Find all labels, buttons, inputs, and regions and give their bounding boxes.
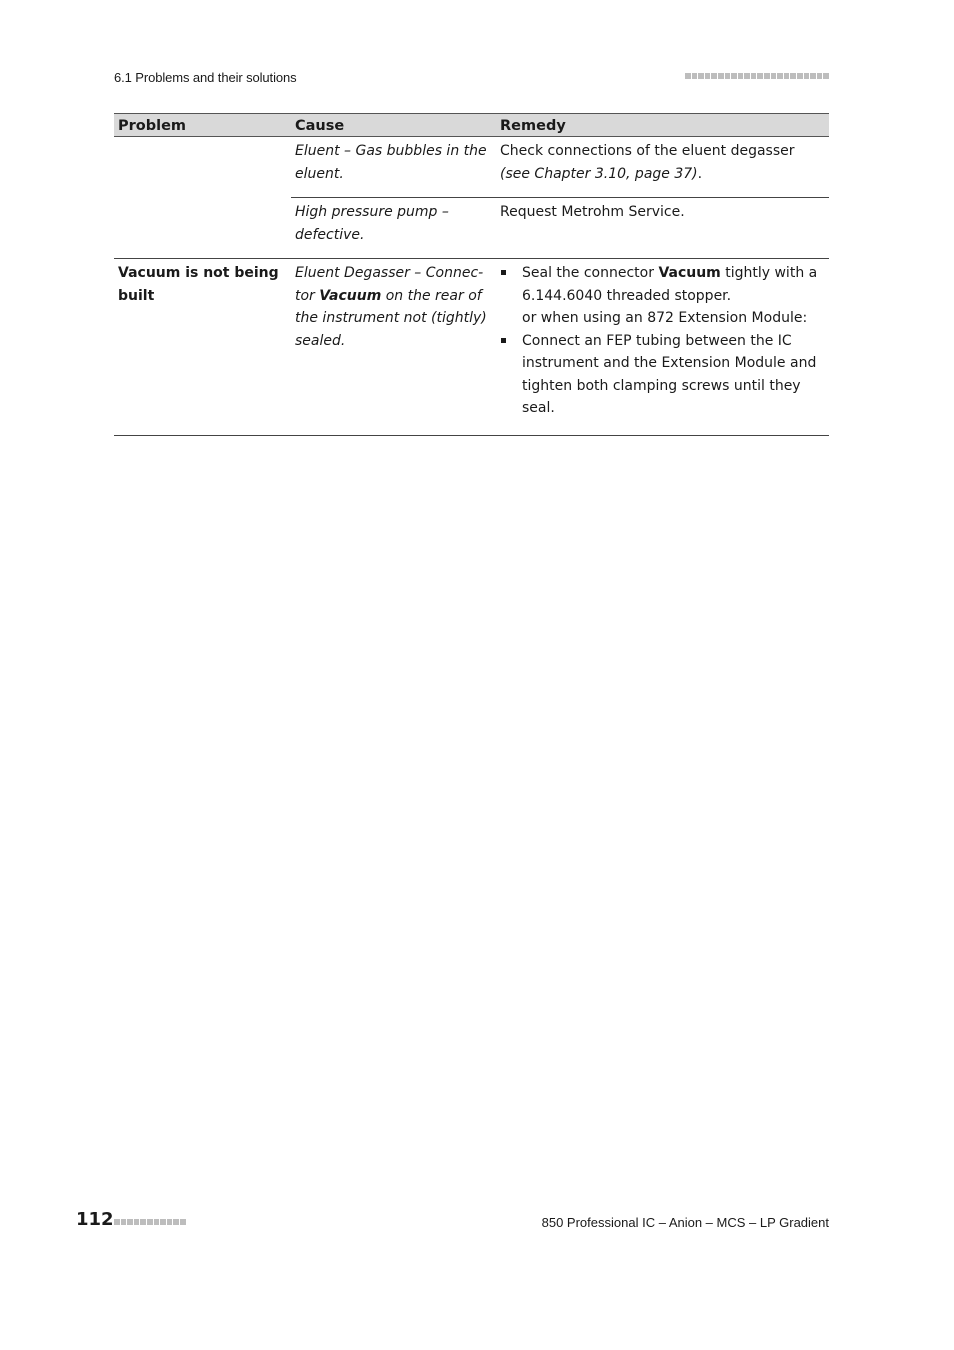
bullet-text-end: tightly with a 6.144.6040 threaded stopper. — [522, 265, 818, 304]
connector-name: Vacuum — [658, 265, 721, 281]
square-bullet-icon — [501, 270, 506, 275]
document-title: 850 Professional IC – Anion – MCS – LP Gradient — [541, 1215, 829, 1230]
table-header-row — [114, 114, 829, 137]
remedy-cell: Request Metrohm Service. — [496, 198, 829, 259]
column-header-remedy: Remedy — [496, 114, 829, 137]
troubleshooting-table — [114, 113, 829, 436]
remedy-cell — [496, 137, 829, 198]
page-number: 112 — [76, 1209, 114, 1230]
footer-decoration — [114, 1219, 186, 1225]
remedy-text: Check connections of the eluent degasser — [500, 143, 795, 159]
column-header-problem: Problem — [114, 114, 291, 137]
list-item — [500, 330, 825, 420]
header-decoration — [685, 73, 829, 79]
table-row — [114, 259, 829, 436]
cause-text: Eluent Degasser – Connector — [295, 265, 484, 304]
cause-cell: High pressure pump – defective. — [291, 198, 496, 259]
remedy-end: . — [697, 165, 703, 182]
bullet-continuation: or when using an 872 Extension Module: — [522, 310, 808, 326]
connector-name: Vacuum — [319, 287, 382, 304]
table-row — [114, 137, 829, 198]
cause-cell: Eluent – Gas bubbles in the eluent. — [295, 143, 487, 182]
square-bullet-icon — [501, 338, 506, 343]
bullet-text: Connect an FEP tubing between the IC instrument and the Extension Module and tighten both clamping screws until they seal. — [522, 332, 817, 416]
remedy-list — [500, 262, 825, 420]
problem-cell: Vacuum is not being built — [114, 259, 291, 436]
remedy-cell — [496, 259, 829, 436]
chapter-reference: (see Chapter 3.10, page 37) — [500, 165, 698, 182]
table-row — [114, 198, 829, 259]
cause-cell — [291, 259, 496, 436]
column-header-cause: Cause — [291, 114, 496, 137]
bullet-text: Seal the connector — [522, 265, 659, 281]
running-head: 6.1 Problems and their solutions — [114, 70, 297, 85]
list-item — [500, 262, 825, 330]
cause-text-end: on the rear of the instrument not (tightly) sealed. — [295, 287, 487, 349]
problem-cell — [114, 198, 291, 259]
problem-cell — [114, 137, 291, 198]
